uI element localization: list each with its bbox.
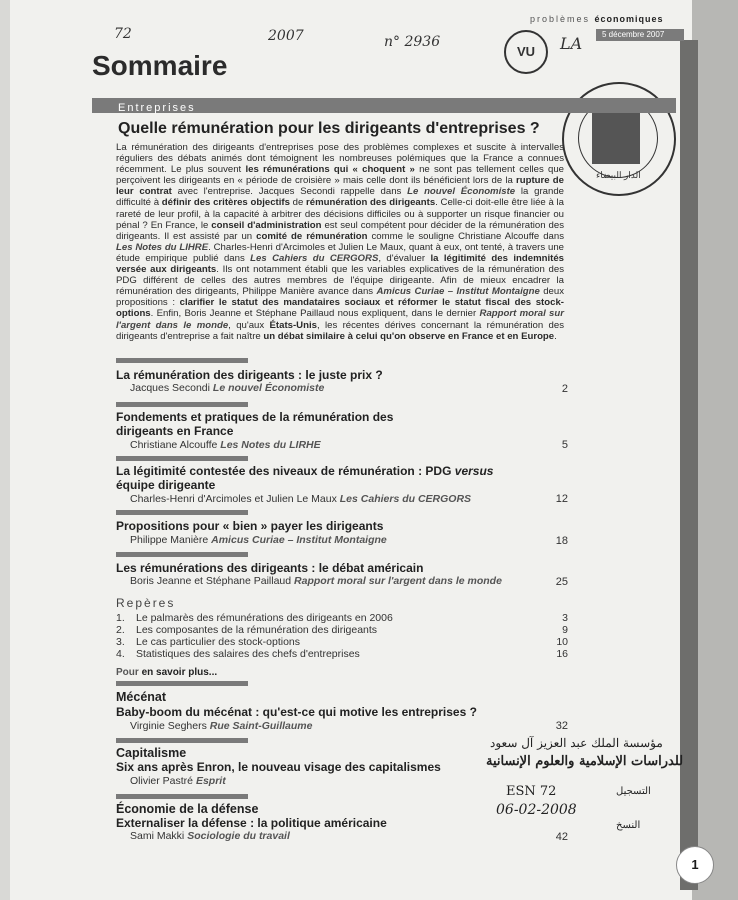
stamp-line: 06-02-2008 xyxy=(496,802,577,818)
article-page[interactable]: 2 xyxy=(561,383,568,395)
article-page[interactable]: 32 xyxy=(555,720,568,732)
plus-prefix: Pour xyxy=(116,667,139,678)
article-source: Rue Saint-Guillaume xyxy=(209,720,313,732)
issue-date: 5 décembre 2007 xyxy=(596,29,684,41)
intro-segment: . xyxy=(554,330,557,342)
article-page[interactable]: 12 xyxy=(555,493,568,505)
section-bar-entreprises xyxy=(92,98,676,113)
pour-en-savoir-plus[interactable] xyxy=(116,667,217,678)
intro-segment: la légitimité des indemnités versée aux dirigeants xyxy=(116,252,564,276)
article-bar xyxy=(116,552,248,557)
reperes-heading: Repères xyxy=(116,596,176,610)
page-spine xyxy=(0,0,10,900)
article-page[interactable]: 18 xyxy=(555,535,568,547)
article-title-part: équipe dirigeante xyxy=(116,478,216,492)
handwritten-note: LA xyxy=(560,34,583,53)
page-number: 1 xyxy=(676,846,714,884)
article-author: Sami Makki xyxy=(130,830,185,842)
magazine-title xyxy=(530,14,664,24)
article-title[interactable]: Les rémunérations des dirigeants : le débat américain xyxy=(116,561,424,575)
page-title: Sommaire xyxy=(92,50,228,81)
article-byline xyxy=(130,830,290,842)
article-bar xyxy=(116,402,248,407)
section-bar xyxy=(116,738,248,743)
article-title[interactable]: Baby-boom du mécénat : qu'est-ce qui motive les entreprises ? xyxy=(116,705,477,719)
intro-segment: Rapport moral sur l'argent dans le monde xyxy=(116,308,564,331)
intro-segment: ne sont pas tellement celles que perçoivent les dirigeants en « période de croisière » mais celle dont ils bénéficient lors de la xyxy=(116,164,565,187)
section-label: Entreprises xyxy=(118,102,196,114)
intro-segment: avec l'entreprise. Jacques Secondi rappelle dans xyxy=(171,186,408,198)
article-byline xyxy=(130,382,324,394)
section-bar xyxy=(116,681,248,686)
article-author: Virginie Seghers xyxy=(130,720,207,732)
article-title[interactable]: Fondements et pratiques de la rémunération des dirigeants en France xyxy=(116,410,394,438)
intro-segment: Les Cahiers du CERGORS xyxy=(250,252,379,264)
intro-segment: , qu'aux xyxy=(228,319,270,331)
repere-num: 1. xyxy=(116,612,125,624)
intro-segment: rupture de leur contrat xyxy=(116,175,564,198)
handwritten-note: 2007 xyxy=(268,28,304,44)
intro-segment: la grande difficulté à xyxy=(116,186,564,209)
article-source: Les Cahiers du CERGORS xyxy=(339,493,472,505)
repere-num: 3. xyxy=(116,636,125,648)
magazine-name: économiques xyxy=(594,14,664,24)
article-author: Christiane Alcouffe xyxy=(130,439,218,451)
right-edge-band xyxy=(692,0,738,900)
intro-segment: , d'évaluer xyxy=(378,252,431,264)
article-author: Charles-Henri d'Arcimoles et Julien Le Maux xyxy=(130,493,337,505)
article-title[interactable] xyxy=(116,464,496,492)
intro-segment: comité de rémunération xyxy=(256,230,368,242)
repere-item[interactable]: Statistiques des salaires des chefs d'entreprises xyxy=(136,648,360,660)
repere-num: 4. xyxy=(116,648,125,660)
article-title-em: versus xyxy=(454,464,494,478)
stamp-line: مؤسسة الملك عبد العزيز آل سعود xyxy=(490,736,663,750)
article-title[interactable]: Externaliser la défense : la politique américaine xyxy=(116,816,387,830)
intro-segment: . Charles-Henri d'Arcimoles et Julien Le Maux, quant à eux, ont tenté, à travers une étude empirique publié dans xyxy=(116,241,564,264)
repere-page[interactable]: 3 xyxy=(562,612,568,624)
stamp-line: للدراسات الإسلامية والعلوم الإنسانية xyxy=(486,754,684,769)
article-source: Amicus Curiae – Institut Montaigne xyxy=(211,534,387,546)
intro-paragraph xyxy=(116,142,564,342)
plus-main: en savoir plus... xyxy=(141,667,218,678)
article-author: Jacques Secondi xyxy=(130,382,210,394)
repere-item[interactable]: Le palmarès des rémunérations des dirigeants en 2006 xyxy=(136,612,393,624)
intro-segment: Amicus Curiae – Institut Montaigne xyxy=(376,286,540,298)
library-registration-stamp xyxy=(486,736,684,836)
intro-segment: rémunération des dirigeants xyxy=(306,197,436,209)
article-author: Philippe Manière xyxy=(130,534,209,546)
stamp-line: التسجيل xyxy=(616,786,651,797)
article-author: Olivier Pastré xyxy=(130,775,194,787)
intro-segment: La rémunération des dirigeants d'entreprises pose des problèmes complexes et suscite à intervalles réguliers des débats animés dont témoignent les nombreuses polémiques que la France a connues récemment. Le plus souvent xyxy=(116,142,564,176)
article-bar xyxy=(116,510,248,515)
intro-segment: comme le souligne Christiane Alcouffe dans xyxy=(367,230,564,242)
article-source: Les Notes du LIRHE xyxy=(220,439,321,451)
repere-page[interactable]: 10 xyxy=(556,636,568,648)
article-byline xyxy=(130,775,226,787)
vu-stamp: VU xyxy=(504,30,548,74)
section-label-mecenat: Mécénat xyxy=(116,690,167,704)
intro-segment: Le nouvel Économiste xyxy=(407,186,516,198)
lead-article-title[interactable]: Quelle rémunération pour les dirigeants d'entreprises ? xyxy=(118,120,540,137)
handwritten-note: n° 2936 xyxy=(384,34,441,50)
article-title[interactable]: Six ans après Enron, le nouveau visage des capitalismes xyxy=(116,760,441,774)
article-source: Rapport moral sur l'argent dans le monde xyxy=(294,575,502,587)
article-page[interactable]: 5 xyxy=(561,439,568,451)
intro-segment: définir des critères objectifs xyxy=(161,197,290,209)
repere-item[interactable]: Le cas particulier des stock-options xyxy=(136,636,300,648)
intro-segment: . Enfin, Boris Jeanne et Stéphane Paillaud nous expliquent, dans le dernier xyxy=(150,308,480,320)
section-label-defense: Économie de la défense xyxy=(116,802,259,816)
intro-segment: conseil d'administration xyxy=(211,219,322,231)
article-byline xyxy=(130,534,387,546)
intro-segment: États-Unis xyxy=(269,319,317,331)
article-title-part: La légitimité contestée des niveaux de rémunération : PDG xyxy=(116,464,455,478)
intro-segment: de xyxy=(289,197,307,209)
intro-segment: est seul compétent pour décider de la rémunération des dirigeants. Il est assisté par un xyxy=(116,219,565,242)
magazine-prefix: problèmes xyxy=(530,14,591,24)
intro-segment: un débat similaire à celui qu'on observe en France et en Europe xyxy=(263,330,555,342)
repere-item[interactable]: Les composantes de la rémunération des dirigeants xyxy=(136,624,378,636)
article-title[interactable]: La rémunération des dirigeants : le juste prix ? xyxy=(116,368,383,382)
article-byline xyxy=(130,439,321,451)
article-byline xyxy=(130,575,502,587)
article-bar xyxy=(116,358,248,363)
section-bar xyxy=(116,794,248,799)
intro-segment: . Ils ont notamment établi que les variables explicatives de la rémunération des PDG différent de celles des autres membres de l'équipe dirigeante. Afin de mieux encadrer la rémunération des dirigeants, Philippe Manière avance dans xyxy=(116,264,564,298)
article-byline xyxy=(130,720,312,732)
article-source: Esprit xyxy=(195,775,226,787)
library-logo-icon xyxy=(592,112,640,164)
article-bar xyxy=(116,456,248,461)
round-stamp-text: الدار البيضاء xyxy=(596,170,641,180)
intro-segment: . Celle-ci doit-elle être liée à la rareté de leur profil, à la capacité à arbitrer des décisions difficiles ou à supporter un risque financier ou pénal ? En France, le xyxy=(116,197,564,231)
stamp-line: ESN 72 xyxy=(506,784,557,799)
article-source: Sociologie du travail xyxy=(187,830,290,842)
intro-segment: deux propositions : xyxy=(116,286,564,309)
repere-page[interactable]: 16 xyxy=(556,648,568,660)
intro-segment: clarifier le statut des mandataires sociaux et réformer le statut fiscal des stock-options xyxy=(116,297,564,320)
article-title[interactable]: Propositions pour « bien » payer les dirigeants xyxy=(116,519,384,533)
article-page[interactable]: 25 xyxy=(555,576,568,588)
article-author: Boris Jeanne et Stéphane Paillaud xyxy=(130,575,292,587)
intro-segment: , les récentes dérives concernant la rémunération des dirigeants d'entreprise a fait naître xyxy=(116,319,565,342)
handwritten-note: 72 xyxy=(114,26,132,42)
section-label-capitalisme: Capitalisme xyxy=(116,746,187,760)
stamp-line: النسخ xyxy=(616,820,641,831)
article-source: Le nouvel Économiste xyxy=(212,382,325,394)
article-byline xyxy=(130,493,471,505)
article-page[interactable]: 42 xyxy=(555,831,568,843)
repere-num: 2. xyxy=(116,624,125,636)
intro-segment: Les Notes du LIHRE xyxy=(116,241,209,253)
intro-segment: les rémunérations qui « choquent » xyxy=(245,164,415,176)
repere-page[interactable]: 9 xyxy=(562,624,568,636)
